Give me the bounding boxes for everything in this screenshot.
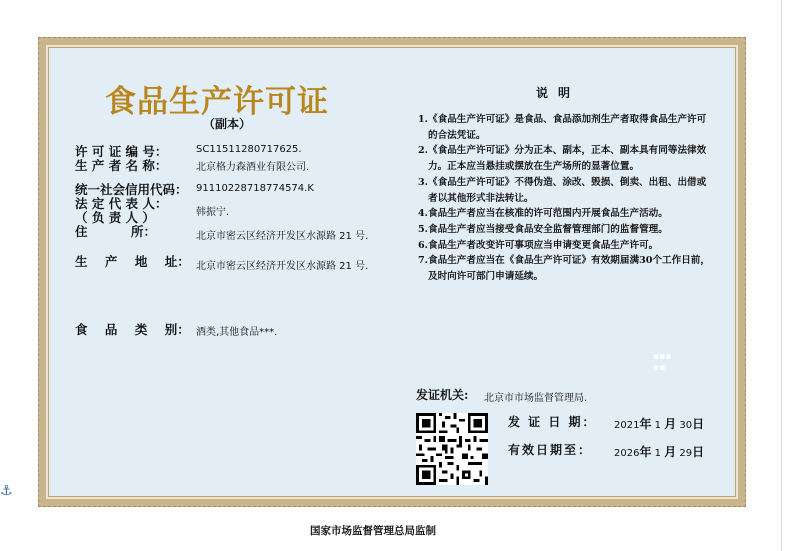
issue-month: 1 [654, 420, 662, 431]
day-unit: 日 [692, 417, 705, 431]
responsible-person-label: （ 负 责 人 ） [75, 210, 155, 225]
expiry-date-label: 有效日期至： [508, 443, 593, 457]
producer-name-label: 生 产 者 名 称： [75, 158, 168, 173]
description-item: 6.食品生产者改变许可事项应当申请变更食品生产许可。 [418, 239, 659, 251]
year-unit: 年 [639, 417, 652, 431]
legal-rep-value: 韩振宁. [196, 207, 230, 218]
expiry-month: 1 [654, 448, 662, 459]
license-number-value: SC11511280717625. [196, 144, 302, 155]
description-title: 说明 [536, 86, 581, 100]
description-item: 4.食品生产者应当在核准的许可范围内开展食品生产活动。 [418, 208, 668, 220]
certificate-subtitle: （副本） [203, 117, 252, 131]
footer-supervisor: 国家市场监督管理总局监制 [310, 525, 436, 537]
credit-code-value: 91110228718774574.K [196, 183, 314, 194]
faded-stamp: ▪▪▪ ▪▪ [653, 352, 672, 373]
year-unit: 年 [639, 445, 652, 459]
month-unit: 月 [664, 417, 677, 431]
production-address-value: 北京市密云区经济开发区水源路 21 号. [196, 261, 369, 272]
food-category-label [75, 320, 190, 338]
address-value: 北京市密云区经济开发区水源路 21 号. [196, 231, 369, 242]
description-item: 7.食品生产者应当在《食品生产许可证》有效期届满30个工作日前，及时向许可部门申请延续。 [418, 255, 710, 283]
issue-day: 30 [679, 420, 693, 431]
issue-date-value [614, 415, 704, 432]
issuer-value: 北京市市场监督管理局. [484, 393, 588, 404]
month-unit: 月 [664, 445, 677, 459]
page-edge-line [781, 0, 782, 551]
certificate-title: 食品生产许可证 [105, 84, 329, 120]
food-category-label-text: 食 品 类 别： [75, 322, 190, 337]
address-label [75, 222, 156, 240]
issuer-label: 发证机关: [416, 388, 469, 402]
legal-rep-label: 法 定 代 表 人： [75, 196, 168, 211]
anchor-icon: ⚓ [0, 483, 13, 499]
issue-year: 2021 [614, 420, 640, 431]
description-item: 5.食品生产者应当接受食品安全监督管理部门的监督管理。 [418, 223, 668, 235]
production-address-label [75, 252, 190, 270]
day-unit: 日 [692, 445, 705, 459]
expiry-date-value [614, 443, 704, 460]
address-label-text: 住 所： [75, 224, 157, 239]
producer-name-value: 北京格力森酒业有限公司. [196, 162, 310, 173]
license-number-label: 许 可 证 编 号： [75, 144, 168, 159]
expiry-day: 29 [679, 448, 693, 459]
issue-date-label: 发 证 日 期： [508, 415, 597, 429]
food-category-value: 酒类,其他食品***. [196, 327, 278, 338]
expiry-year: 2026 [614, 448, 640, 459]
production-address-label-text: 生 产 地 址： [75, 254, 190, 269]
qr-code [416, 413, 488, 485]
credit-code-label: 统一社会信用代码： [75, 182, 188, 197]
description-list [418, 112, 713, 285]
description-item: 2.《食品生产许可证》分为正本、副本，正本、副本具有同等法律效力。正本应当悬挂或摆放在生产场所的显著位置。 [418, 145, 707, 173]
description-item: 3.《食品生产许可证》不得伪造、涂改、毁损、倒卖、出租、出借或者以其他形式非法转让。 [418, 176, 707, 204]
description-item: 1.《食品生产许可证》是食品、食品添加剂生产者取得食品生产许可的合法凭证。 [418, 114, 707, 141]
